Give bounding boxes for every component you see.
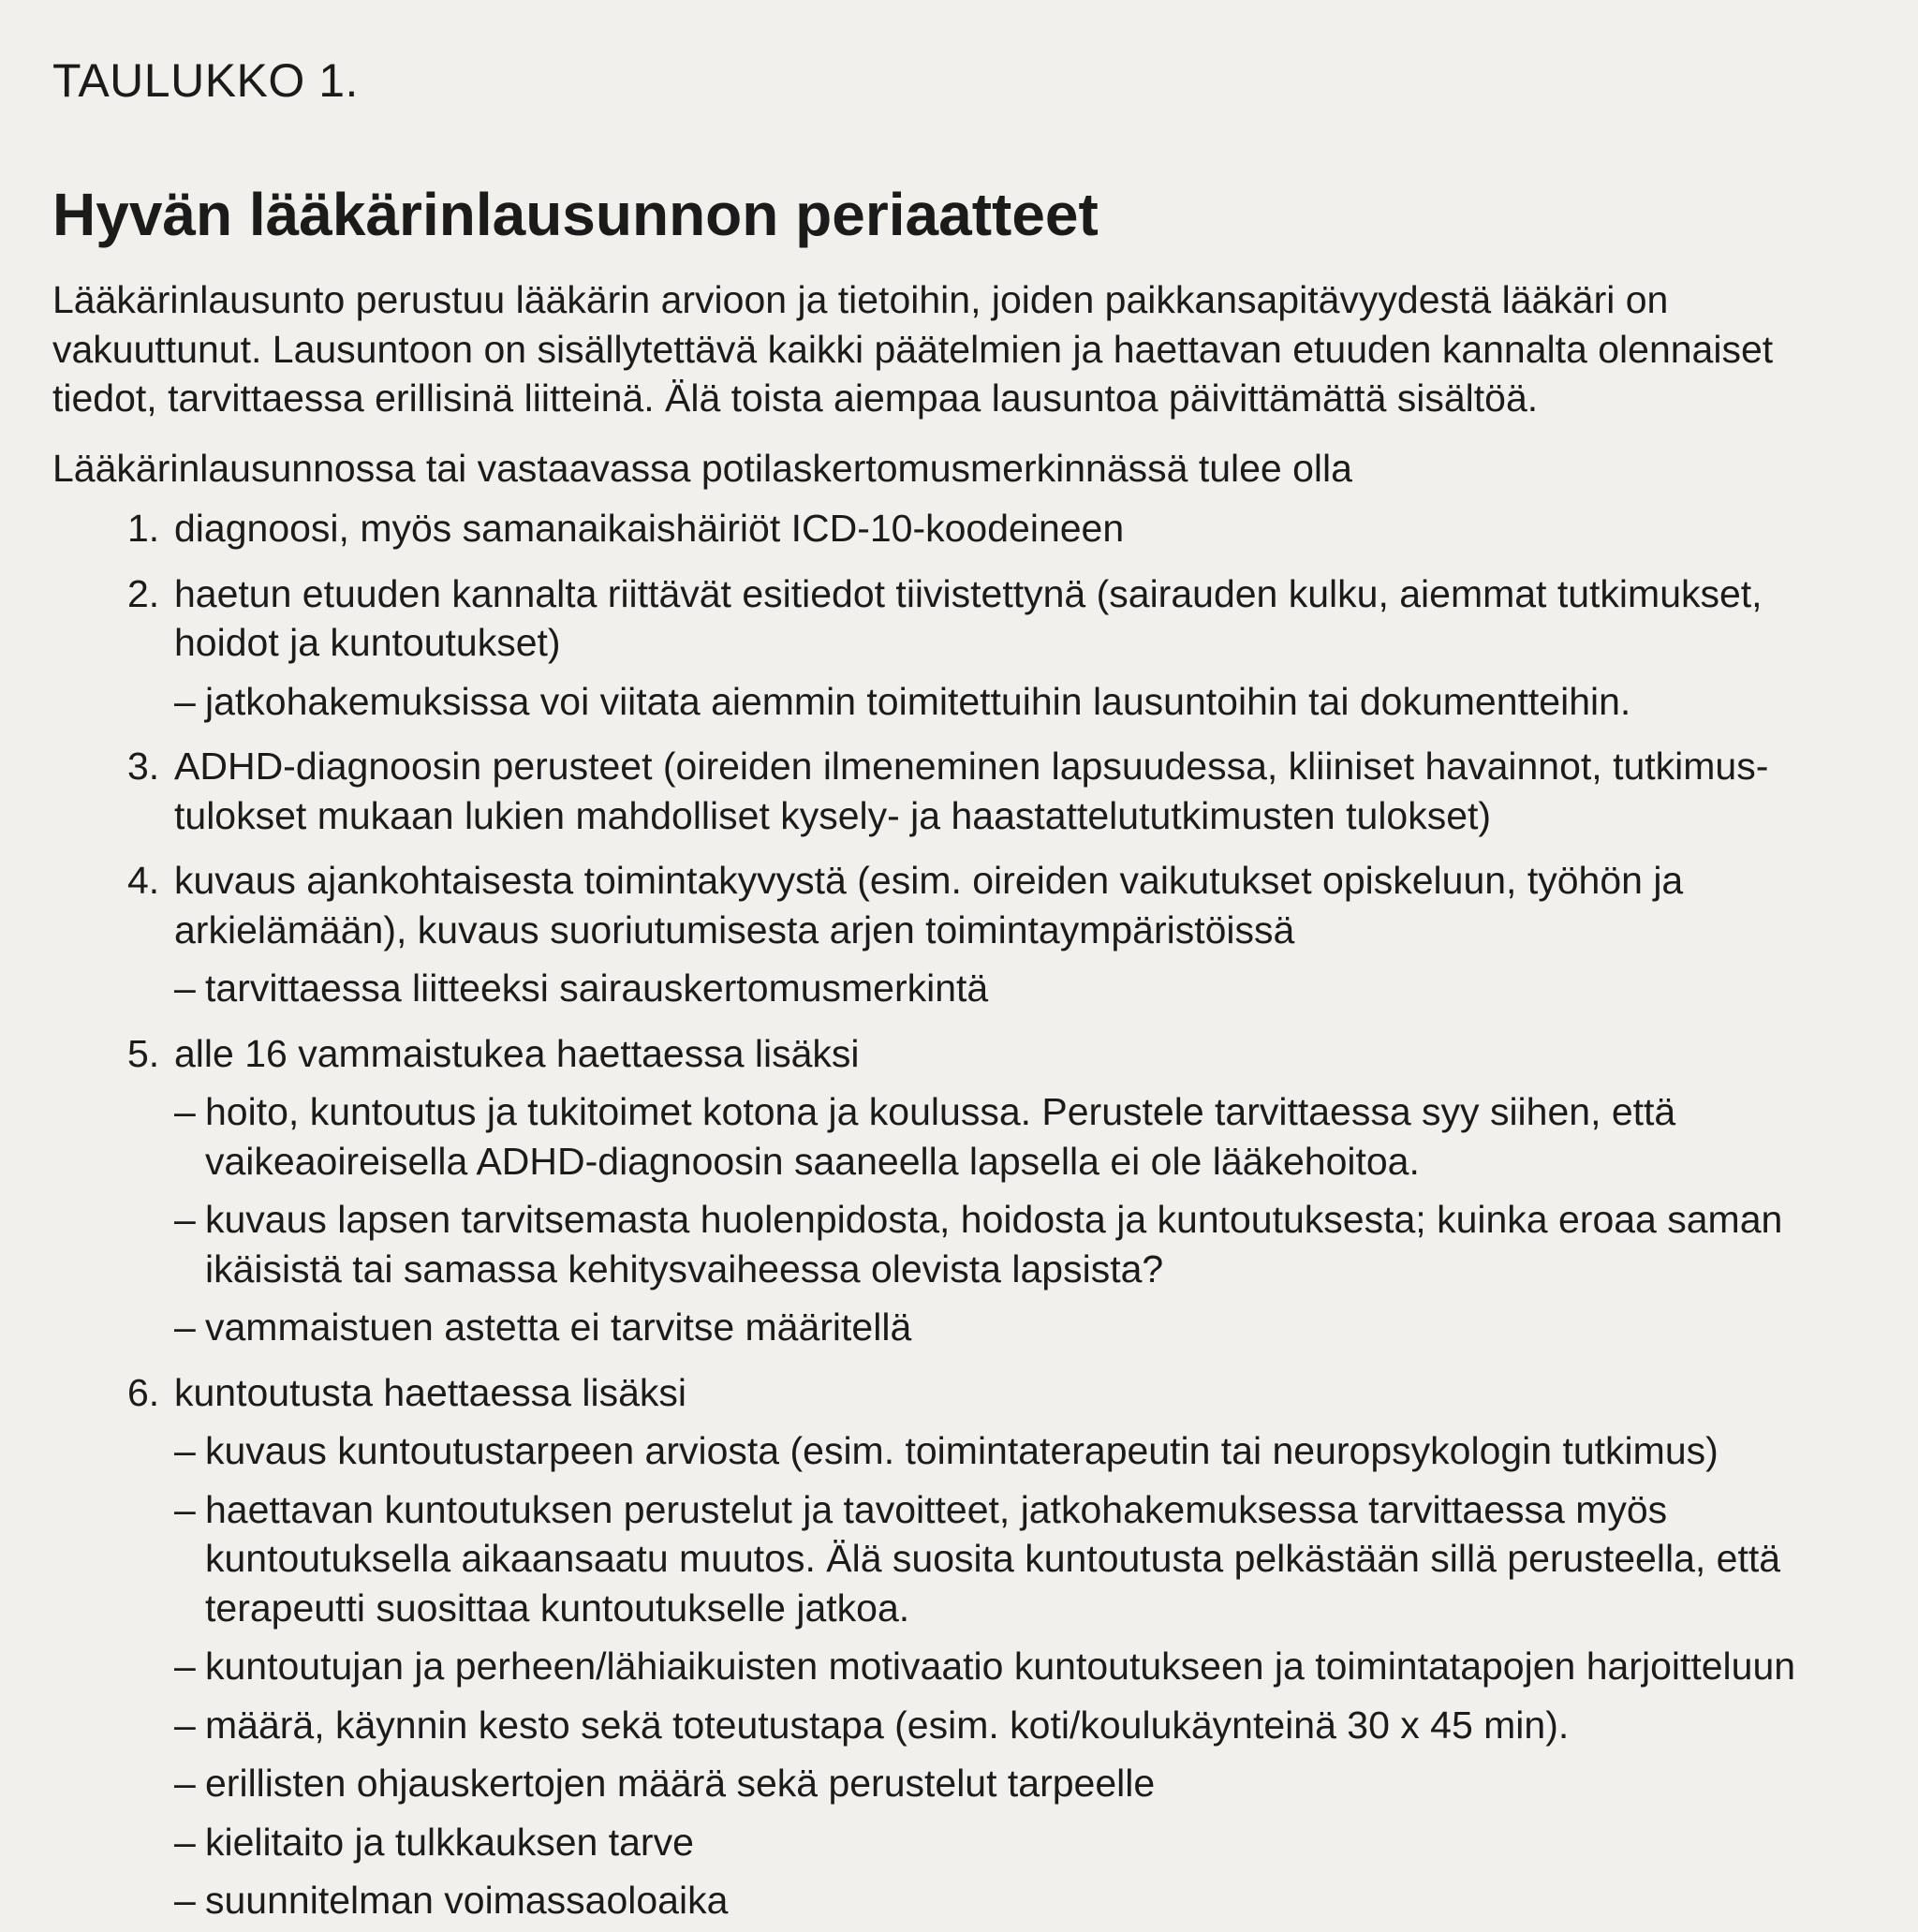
sub-list	[174, 964, 1862, 1013]
list-item-number: 3.	[127, 745, 160, 788]
list-item-number: 2.	[127, 571, 160, 615]
list-item-number: 6.	[127, 1370, 160, 1414]
table-label: TAULUKKO 1.	[52, 54, 359, 107]
sub-list-item	[174, 1642, 1862, 1691]
sub-list-item	[174, 1303, 1862, 1352]
dash-bullet: –	[174, 1703, 196, 1747]
dash-bullet: –	[174, 1429, 196, 1472]
list-item-number: 4.	[127, 859, 160, 902]
dash-bullet: –	[174, 1879, 196, 1922]
sub-list-item-text: tarvittaessa liitteeksi sairauskertomusmerkintä	[205, 966, 989, 1010]
sub-list-item-text: kielitaito ja tulkkauksen tarve	[205, 1820, 694, 1864]
sub-list-item-text: vammaistuen astetta ei tarvitse määritellä	[205, 1305, 912, 1349]
sub-list-item-text: kuvaus lapsen tarvitsemasta huolenpidosta, hoidosta ja kuntoutuksesta; kuinka eroaa saman ikäisistä tai samassa kehitysvaiheessa olevista lapsista?	[205, 1198, 1783, 1290]
dash-bullet: –	[174, 1644, 196, 1688]
sub-list-item-text: haettavan kuntoutuksen perustelut ja tavoitteet, jatkohakemuksessa tarvittaessa myös kuntoutuksella aikaansaatu muutos. Älä suosita kuntoutusta pelkästään sillä perusteella, että terapeutti suosittaa kuntoutukselle jatkoa.	[205, 1487, 1781, 1630]
sub-list	[174, 1087, 1862, 1352]
list-lead-paragraph: Lääkärinlausunnossa tai vastaavassa potilaskertomusmerkinnässä tulee olla	[52, 446, 1352, 490]
dash-bullet: –	[174, 1305, 196, 1349]
list-item	[52, 742, 1862, 840]
list-item	[52, 856, 1862, 1013]
sub-list-item-text: kuvaus kuntoutustarpeen arviosta (esim. toimintaterapeutin tai neuropsykologin tutkimus)	[205, 1429, 1719, 1472]
sub-list-item-text: suunnitelman voimassaoloaika	[205, 1879, 729, 1922]
sub-list-item-text: hoito, kuntoutus ja tukitoimet kotona ja koulussa. Perustele tarvittaessa syy siihen, että vaikeaoireisella ADHD-diagnoosin saaneella lapsella ei ole lääkehoitoa.	[205, 1090, 1676, 1183]
table-title: Hyvän lääkärinlausunnon periaatteet	[52, 181, 1099, 248]
list-item-number: 1.	[127, 507, 160, 550]
sub-list-item-text: jatkohakemuksissa voi viitata aiemmin toimitettuihin lausuntoihin tai dokumentteihin.	[205, 679, 1631, 723]
dash-bullet: –	[174, 679, 196, 723]
sub-list-item-text: erillisten ohjauskertojen määrä sekä perustelut tarpeelle	[205, 1762, 1156, 1805]
intro-paragraph: Lääkärinlausunto perustuu lääkärin arvioon ja tietoihin, joiden paikkansapitävyydestä lääkäri on vakuuttunut. Lausuntoon on sisällytettävä kaikki päätelmien ja haettavan etuuden kannalta olennaiset tiedot, tarvittaessa erillisinä liitteinä. Älä toista aiempaa lausuntoa päivittämättä sisältöä.	[52, 278, 1774, 420]
list-item-text: diagnoosi, myös samanaikaishäiriöt ICD-10-koodeineen	[174, 507, 1125, 550]
sub-list	[174, 1426, 1862, 1925]
dash-bullet: –	[174, 1762, 196, 1805]
sub-list-item	[174, 1701, 1862, 1750]
sub-list-item	[174, 1195, 1862, 1293]
sub-list-item	[174, 964, 1862, 1013]
list-item	[52, 504, 1862, 553]
list-item	[52, 1029, 1862, 1352]
dash-bullet: –	[174, 1820, 196, 1864]
sub-list-item-text: määrä, käynnin kesto sekä toteutustapa (esim. koti/koulukäynteinä 30 x 45 min).	[205, 1703, 1570, 1747]
requirements-list	[52, 504, 1862, 1925]
sub-list-item	[174, 1087, 1862, 1186]
list-item-text: kuvaus ajankohtaisesta toimintakyvystä (esim. oireiden vaikutukset opiskeluun, työhön ja arkielämään), kuvaus suoriutumisesta arjen toimintaympäristöissä	[174, 859, 1684, 951]
list-item-text: kuntoutusta haettaessa lisäksi	[174, 1370, 686, 1414]
list-item-text: ADHD-diagnoosin perusteet (oireiden ilmeneminen lapsuudessa, kliiniset havainnot, tutkimustulokset mukaan lukien mahdolliset kysely- ja haastattelututkimusten tulokset)	[174, 745, 1769, 837]
list-item-number: 5.	[127, 1031, 160, 1075]
list-item	[52, 1368, 1862, 1925]
sub-list-item	[174, 1818, 1862, 1867]
sub-list-item-text: kuntoutujan ja perheen/lähiaikuisten motivaatio kuntoutukseen ja toimintatapojen harjoitteluun	[205, 1644, 1796, 1688]
sub-list-item	[174, 1759, 1862, 1808]
sub-list-item	[174, 1426, 1862, 1476]
list-item-text: alle 16 vammaistukea haettaessa lisäksi	[174, 1031, 860, 1075]
sub-list-item	[174, 1876, 1862, 1925]
list-item	[52, 569, 1862, 727]
dash-bullet: –	[174, 1198, 196, 1241]
dash-bullet: –	[174, 966, 196, 1010]
dash-bullet: –	[174, 1090, 196, 1133]
list-item-text: haetun etuuden kannalta riittävät esitiedot tiivistettynä (sairauden kulku, aiemmat tutkimukset, hoidot ja kuntoutukset)	[174, 571, 1763, 664]
dash-bullet: –	[174, 1487, 196, 1531]
sub-list-item	[174, 677, 1862, 727]
sub-list-item	[174, 1485, 1862, 1633]
sub-list	[174, 677, 1862, 727]
